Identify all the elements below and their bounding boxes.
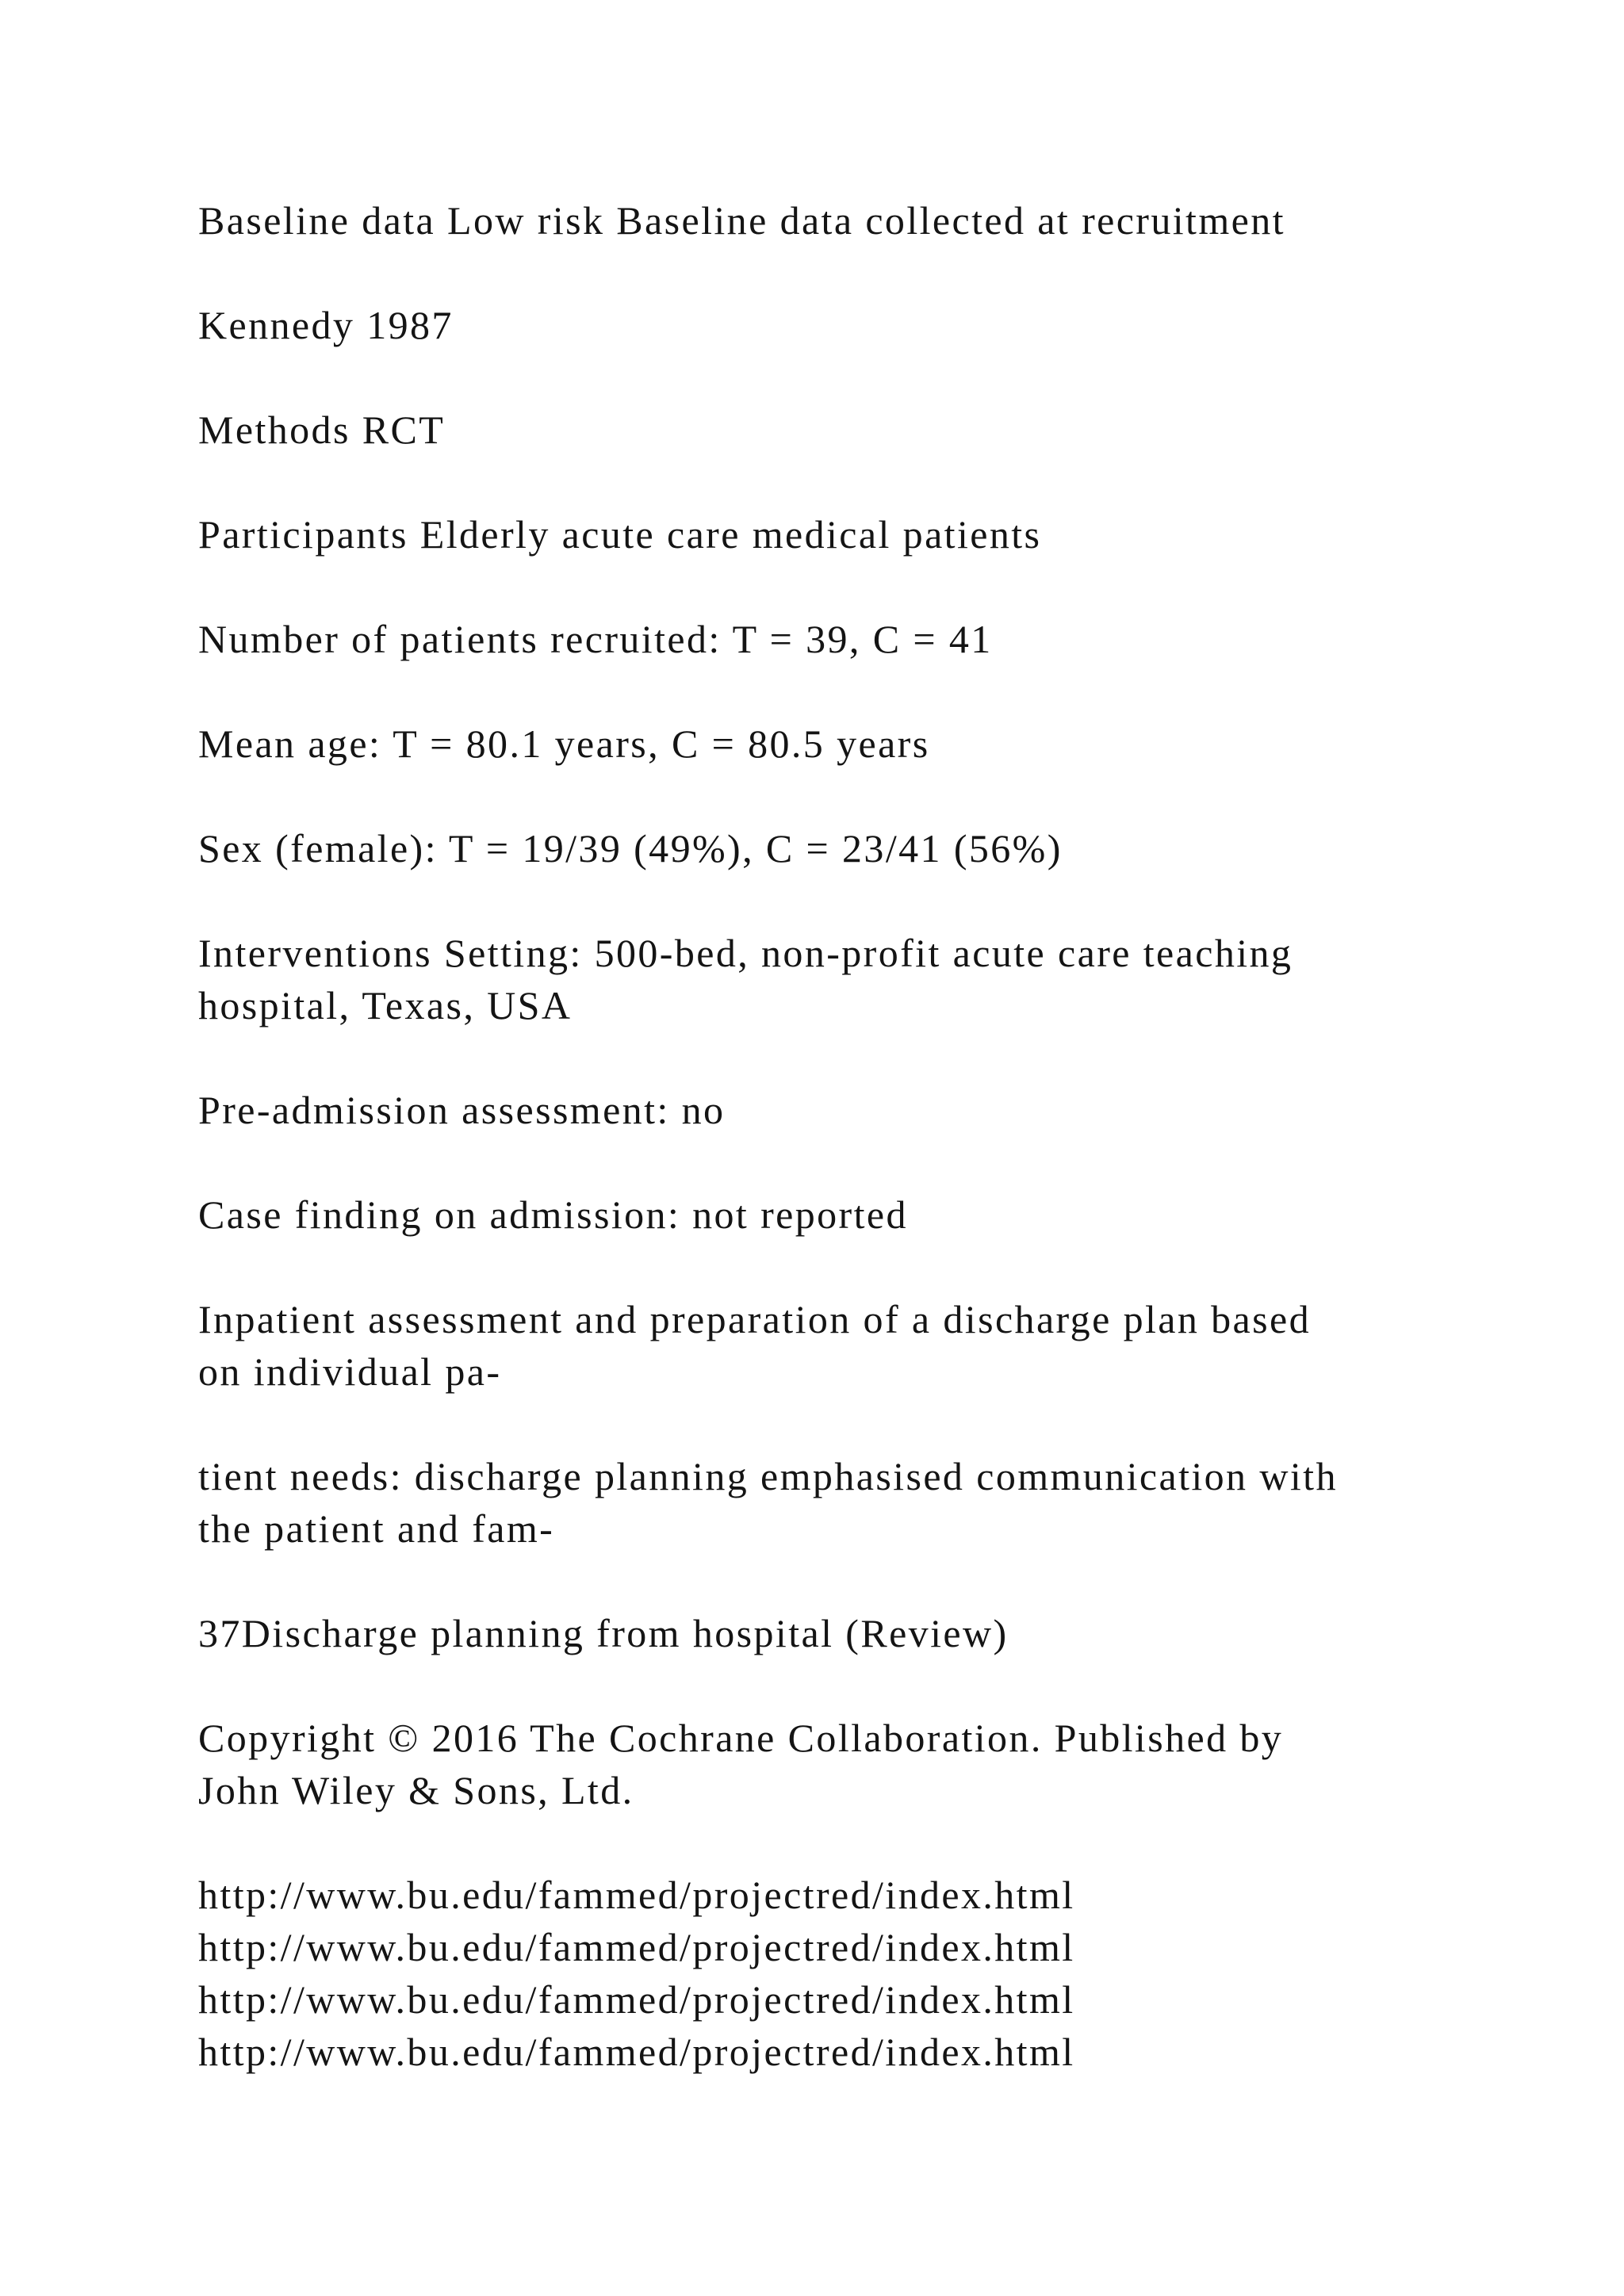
paragraph-mean-age: [198, 718, 1467, 770]
paragraph-sex: [198, 822, 1467, 874]
text-line: Number of patients recruited: T = 39, C = 41: [198, 617, 993, 661]
paragraph-inpatient-assessment: [198, 1293, 1467, 1398]
text-line: 37Discharge planning from hospital (Review): [198, 1611, 1009, 1655]
url-list: [198, 1869, 1467, 2078]
paragraph-baseline-data: [198, 194, 1467, 247]
text-line: Pre-admission assessment: no: [198, 1088, 726, 1132]
paragraph-study-title: [198, 299, 1467, 351]
url-link[interactable]: http://www.bu.edu/fammed/projectred/index.html: [198, 2030, 1075, 2074]
paragraph-patient-needs: [198, 1450, 1467, 1555]
text-line: Interventions Setting: 500-bed, non-profit acute care teaching: [198, 931, 1293, 975]
text-line: Baseline data Low risk Baseline data collected at recruitment: [198, 198, 1285, 243]
text-line: Case finding on admission: not reported: [198, 1192, 908, 1237]
text-line: Methods RCT: [198, 408, 446, 452]
paragraph-patients-recruited: [198, 613, 1467, 665]
url-link[interactable]: http://www.bu.edu/fammed/projectred/index.html: [198, 1977, 1075, 2022]
paragraph-case-finding: [198, 1188, 1467, 1241]
text-line: Copyright © 2016 The Cochrane Collaboration. Published by: [198, 1716, 1284, 1760]
paragraph-methods: [198, 404, 1467, 456]
text-line: Participants Elderly acute care medical patients: [198, 512, 1042, 557]
text-line: on individual pa-: [198, 1349, 502, 1394]
paragraph-pre-admission: [198, 1084, 1467, 1136]
text-line: the patient and fam-: [198, 1506, 555, 1551]
text-line: Mean age: T = 80.1 years, C = 80.5 years: [198, 721, 930, 766]
url-link[interactable]: http://www.bu.edu/fammed/projectred/index.html: [198, 1873, 1075, 1917]
paragraph-participants: [198, 508, 1467, 561]
text-line: Kennedy 1987: [198, 303, 454, 347]
text-line: John Wiley & Sons, Ltd.: [198, 1768, 634, 1812]
paragraph-copyright: [198, 1712, 1467, 1816]
text-line: tient needs: discharge planning emphasised communication with: [198, 1454, 1338, 1498]
paragraph-page-footer: [198, 1607, 1467, 1659]
paragraph-interventions: [198, 927, 1467, 1031]
url-link[interactable]: http://www.bu.edu/fammed/projectred/index.html: [198, 1925, 1075, 1969]
document-body: [198, 194, 1467, 2078]
text-line: hospital, Texas, USA: [198, 983, 573, 1027]
text-line: Inpatient assessment and preparation of a discharge plan based: [198, 1297, 1311, 1341]
text-line: Sex (female): T = 19/39 (49%), C = 23/41 (56%): [198, 826, 1063, 871]
